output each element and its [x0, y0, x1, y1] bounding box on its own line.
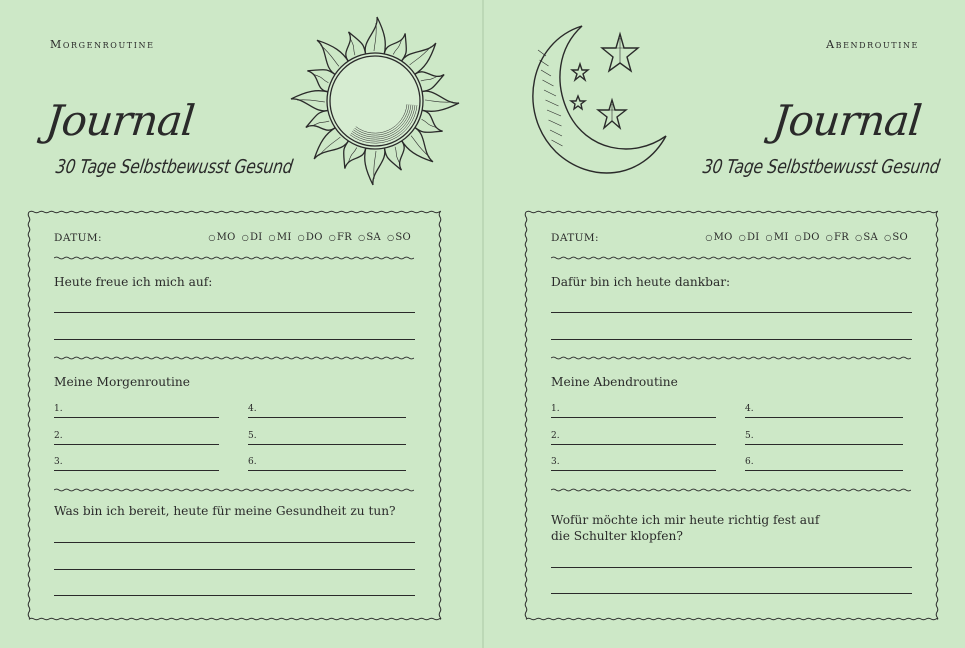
sun-ray — [365, 17, 385, 55]
evening-form — [524, 210, 936, 620]
page-morning — [0, 0, 482, 648]
sun-ray — [291, 91, 329, 111]
item-number: 1. — [551, 404, 560, 414]
writing-line[interactable] — [54, 312, 415, 313]
day-option-di[interactable]: ○ DI — [241, 232, 263, 243]
writing-line[interactable] — [551, 567, 912, 568]
sun-icon — [288, 14, 464, 186]
item-number: 6. — [248, 457, 257, 467]
day-option-mi[interactable]: ○ MI — [268, 232, 292, 243]
form-border — [27, 210, 443, 622]
moon-shading — [538, 50, 546, 56]
routine-heading: Morgenroutine — [50, 38, 155, 51]
item-number: 4. — [248, 404, 257, 414]
writing-line[interactable] — [551, 593, 912, 594]
moon-stars-icon — [520, 20, 676, 180]
routine-item-3[interactable] — [551, 470, 716, 471]
writing-line[interactable] — [54, 339, 415, 340]
writing-line[interactable] — [54, 542, 415, 543]
writing-line[interactable] — [551, 339, 912, 340]
day-option-so[interactable]: ○ SO — [387, 232, 411, 243]
day-option-do[interactable]: ○ DO — [794, 232, 820, 243]
wave-divider — [551, 355, 911, 361]
wave-divider — [551, 487, 911, 493]
journal-title: Journal — [770, 96, 924, 145]
morning-form — [27, 210, 439, 620]
day-option-sa[interactable]: ○ SA — [855, 232, 879, 243]
day-option-so[interactable]: ○ SO — [884, 232, 908, 243]
question-line: Wofür möchte ich mir heute richtig fest auf — [551, 513, 820, 527]
writing-line[interactable] — [54, 569, 415, 570]
date-label: DATUM: — [551, 232, 599, 244]
page-evening — [484, 0, 965, 648]
item-number: 4. — [745, 404, 754, 414]
journal-title: Journal — [43, 96, 197, 145]
question-health: Was bin ich bereit, heute für meine Gesundheit zu tun? — [54, 504, 396, 518]
day-option-mo[interactable]: ○ MO — [705, 232, 733, 243]
item-number: 3. — [551, 457, 560, 467]
item-number: 1. — [54, 404, 63, 414]
routine-item-2[interactable] — [54, 444, 219, 445]
journal-subtitle: 30 Tage Selbstbewusst Gesund — [54, 156, 295, 178]
writing-line[interactable] — [551, 312, 912, 313]
routine-item-2[interactable] — [551, 444, 716, 445]
wave-divider — [54, 355, 414, 361]
routine-item-1[interactable] — [551, 417, 716, 418]
routine-list-label: Meine Morgenroutine — [54, 375, 190, 389]
item-number: 2. — [551, 431, 560, 441]
question-looking-forward: Heute freue ich mich auf: — [54, 275, 213, 289]
routine-item-3[interactable] — [54, 470, 219, 471]
day-option-di[interactable]: ○ DI — [738, 232, 760, 243]
routine-heading: Abendroutine — [826, 38, 919, 51]
item-number: 2. — [54, 431, 63, 441]
routine-item-4[interactable] — [745, 417, 903, 418]
question-proud — [551, 512, 819, 544]
sun-ray — [421, 91, 459, 111]
weekday-options — [208, 232, 411, 243]
routine-item-4[interactable] — [248, 417, 406, 418]
day-option-fr[interactable]: ○ FR — [825, 232, 850, 243]
item-number: 6. — [745, 457, 754, 467]
day-option-do[interactable]: ○ DO — [297, 232, 323, 243]
form-border — [524, 210, 940, 622]
routine-item-5[interactable] — [745, 444, 903, 445]
journal-subtitle: 30 Tage Selbstbewusst Gesund — [701, 156, 941, 178]
routine-item-6[interactable] — [248, 470, 406, 471]
day-option-sa[interactable]: ○ SA — [358, 232, 382, 243]
item-number: 5. — [248, 431, 257, 441]
sun-ray — [365, 147, 385, 185]
item-number: 5. — [745, 431, 754, 441]
question-line: die Schulter klopfen? — [551, 529, 683, 543]
weekday-options — [705, 232, 908, 243]
writing-line[interactable] — [54, 595, 415, 596]
date-label: DATUM: — [54, 232, 102, 244]
wave-divider — [551, 255, 911, 261]
routine-list-label: Meine Abendroutine — [551, 375, 678, 389]
routine-item-1[interactable] — [54, 417, 219, 418]
wave-divider — [54, 487, 414, 493]
routine-item-6[interactable] — [745, 470, 903, 471]
question-grateful: Dafür bin ich heute dankbar: — [551, 275, 731, 289]
day-option-mi[interactable]: ○ MI — [765, 232, 789, 243]
item-number: 3. — [54, 457, 63, 467]
routine-item-5[interactable] — [248, 444, 406, 445]
day-option-mo[interactable]: ○ MO — [208, 232, 236, 243]
wave-divider — [54, 255, 414, 261]
day-option-fr[interactable]: ○ FR — [328, 232, 353, 243]
